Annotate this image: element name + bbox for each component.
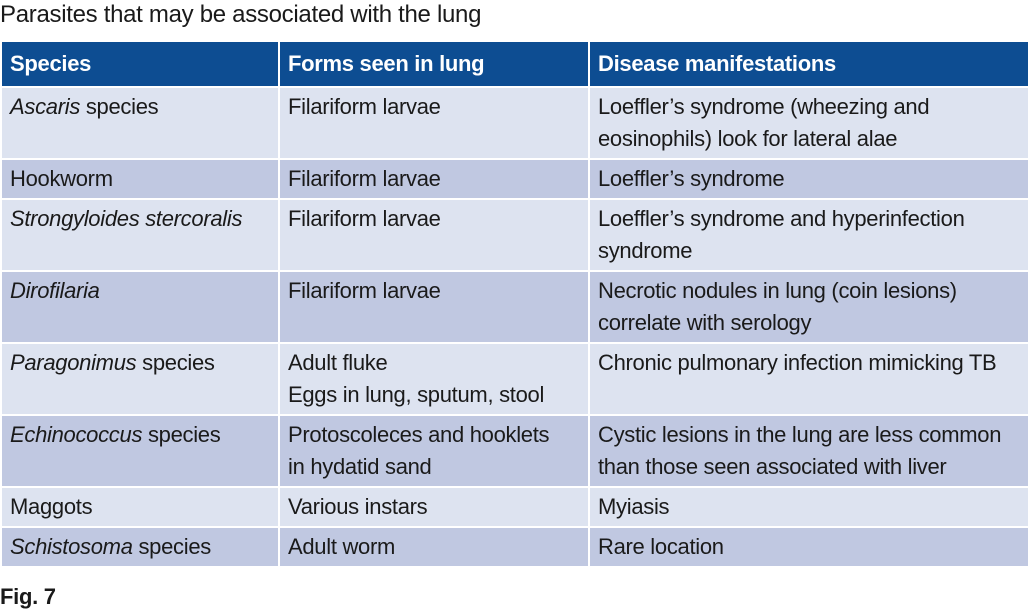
cell-species: [1, 487, 279, 527]
species-name-suffix: species: [132, 534, 211, 559]
disease-line: Chronic pulmonary infection mimicking TB: [598, 350, 997, 375]
disease-line: syndrome: [598, 238, 693, 263]
disease-line: Loeffler’s syndrome: [598, 166, 785, 191]
table-row: [1, 487, 1028, 527]
cell-species: [1, 271, 279, 343]
cell-disease: [589, 527, 1028, 567]
cell-disease: [589, 415, 1028, 487]
cell-species: [1, 415, 279, 487]
disease-line: Cystic lesions in the lung are less common: [598, 422, 1002, 447]
disease-line: eosinophils) look for lateral alae: [598, 126, 898, 151]
disease-line: Rare location: [598, 534, 724, 559]
cell-disease: [589, 159, 1028, 199]
species-name-italic: Echinococcus: [10, 422, 143, 447]
figure-label: Fig. 7: [0, 584, 56, 609]
cell-forms: [279, 271, 589, 343]
forms-line: Protoscoleces and hooklets: [288, 422, 550, 447]
cell-forms: [279, 343, 589, 415]
forms-line: Filariform larvae: [288, 278, 441, 303]
cell-species: [1, 159, 279, 199]
cell-species: [1, 343, 279, 415]
cell-forms: [279, 87, 589, 159]
disease-line: Myiasis: [598, 494, 670, 519]
table-body: [1, 87, 1028, 567]
cell-forms: [279, 487, 589, 527]
table-caption: Parasites that may be associated with the lung: [0, 1, 482, 28]
cell-disease: [589, 199, 1028, 271]
forms-line: Eggs in lung, sputum, stool: [288, 382, 545, 407]
cell-disease: [589, 343, 1028, 415]
cell-forms: [279, 199, 589, 271]
forms-line: in hydatid sand: [288, 454, 432, 479]
species-name-suffix: Maggots: [10, 494, 93, 519]
table-row: [1, 199, 1028, 271]
species-name-suffix: Hookworm: [10, 166, 113, 191]
species-name-suffix: species: [80, 94, 159, 119]
header-forms: Forms seen in lung: [279, 41, 589, 87]
cell-disease: [589, 87, 1028, 159]
cell-species: [1, 87, 279, 159]
header-species: Species: [1, 41, 279, 87]
disease-line: correlate with serology: [598, 310, 812, 335]
forms-line: Adult fluke: [288, 350, 388, 375]
table-row: [1, 415, 1028, 487]
table-row: [1, 343, 1028, 415]
species-name-italic: Paragonimus: [10, 350, 137, 375]
disease-line: Loeffler’s syndrome and hyperinfection: [598, 206, 965, 231]
table-row: [1, 271, 1028, 343]
species-name-suffix: species: [136, 350, 215, 375]
disease-line: Necrotic nodules in lung (coin lesions): [598, 278, 957, 303]
header-disease: Disease manifestations: [589, 41, 1028, 87]
species-name-suffix: species: [142, 422, 221, 447]
cell-species: [1, 199, 279, 271]
table-row: [1, 527, 1028, 567]
cell-forms: [279, 527, 589, 567]
forms-line: Filariform larvae: [288, 94, 441, 119]
forms-line: Various instars: [288, 494, 428, 519]
forms-line: Adult worm: [288, 534, 396, 559]
forms-line: Filariform larvae: [288, 206, 441, 231]
species-name-italic: Strongyloides stercoralis: [10, 206, 243, 231]
cell-disease: [589, 271, 1028, 343]
cell-forms: [279, 159, 589, 199]
forms-line: Filariform larvae: [288, 166, 441, 191]
disease-line: than those seen associated with liver: [598, 454, 947, 479]
cell-species: [1, 527, 279, 567]
table-row: [1, 87, 1028, 159]
parasite-table: [0, 40, 1028, 568]
table-row: [1, 159, 1028, 199]
cell-disease: [589, 487, 1028, 527]
species-name-italic: Ascaris: [10, 94, 81, 119]
cell-forms: [279, 415, 589, 487]
species-name-italic: Dirofilaria: [10, 278, 100, 303]
species-name-italic: Schistosoma: [10, 534, 133, 559]
disease-line: Loeffler’s syndrome (wheezing and: [598, 94, 930, 119]
table-header-row: [1, 41, 1028, 87]
